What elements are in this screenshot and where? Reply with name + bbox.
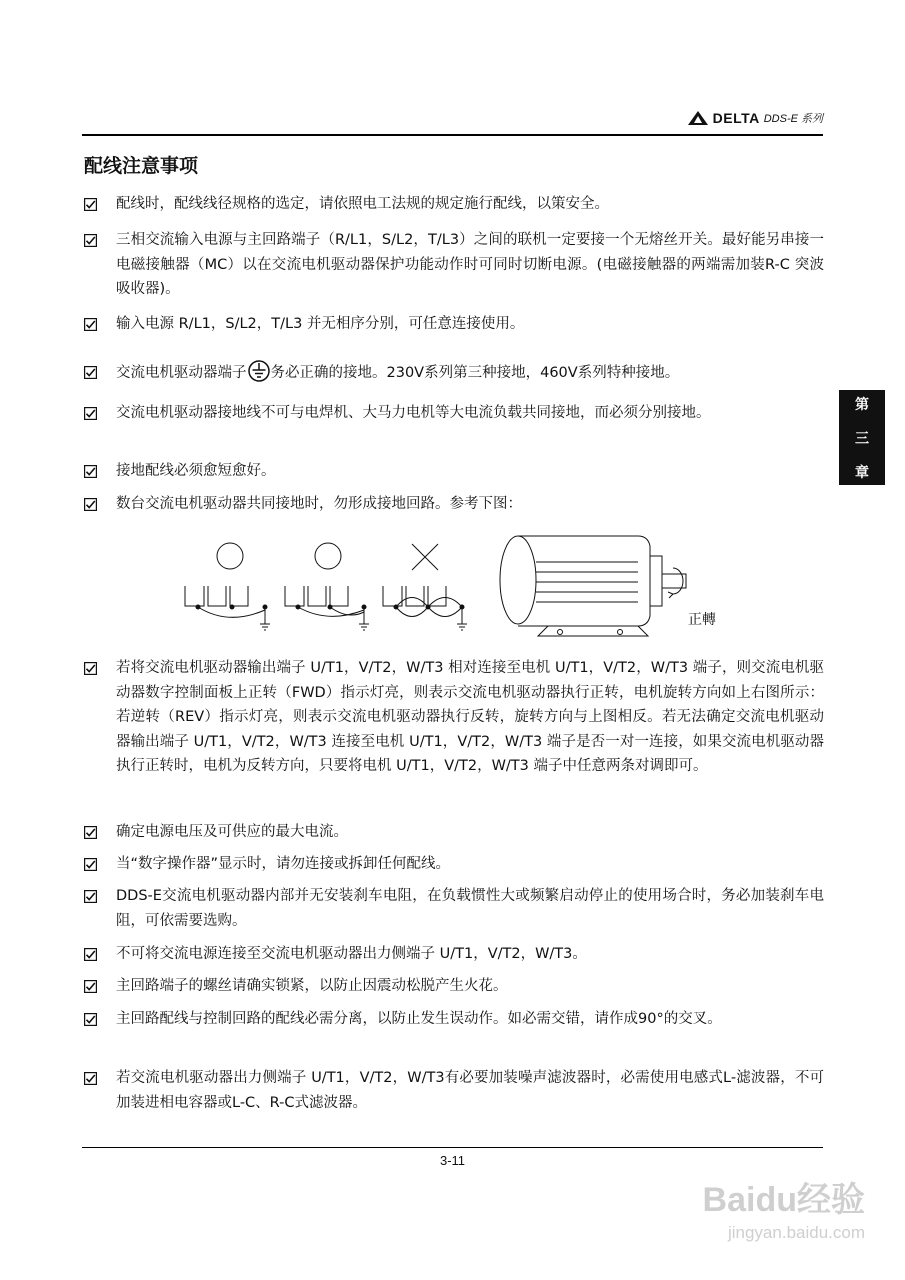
item-text: 接地配线必须愈短愈好。	[116, 463, 276, 479]
chapter-tab-char: 三	[855, 430, 869, 447]
brand-series: DDS-E 系列	[763, 113, 823, 125]
watermark	[703, 1172, 865, 1243]
watermark-url: jingyan.baidu.com	[727, 1223, 865, 1242]
list-item	[84, 401, 824, 426]
correct-mark-icon	[315, 543, 341, 569]
item-text: 不可将交流电源连接至交流电机驱动器出力侧端子 U/T1，V/T2，W/T3。	[116, 946, 587, 962]
list-item	[84, 820, 824, 845]
section-title: 配线注意事项	[84, 155, 199, 177]
checkbox-icon	[84, 852, 98, 876]
list-item	[84, 942, 824, 967]
item-text: 主回路配线与控制回路的配线必需分离，以防止发生误动作。如必需交错，请作成90°的交叉。	[116, 1011, 722, 1027]
checkbox-icon	[84, 459, 98, 483]
item-text: 确定电源电压及可供应的最大电流。	[116, 824, 348, 840]
correct-mark-icon	[217, 543, 243, 569]
footer-rule	[82, 1147, 823, 1148]
delta-logo-icon	[687, 110, 709, 126]
wrong-mark-icon	[412, 544, 438, 570]
list-item	[84, 459, 824, 484]
checkbox-icon	[84, 1007, 98, 1031]
item-text: 主回路端子的螺丝请确实锁紧，以防止因震动松脱产生火花。	[116, 978, 508, 994]
checkbox-icon	[84, 1066, 98, 1090]
checkbox-icon	[84, 192, 98, 216]
header-rule	[82, 134, 823, 136]
checkbox-icon	[84, 401, 98, 425]
checkbox-icon	[84, 974, 98, 998]
item-text: 当“数字操作器”显示时，请勿连接或拆卸任何配线。	[116, 856, 451, 872]
watermark-logo: Baidu经验	[702, 1181, 865, 1219]
grounding-diagram	[168, 528, 738, 646]
list-item	[84, 852, 824, 877]
list-item	[84, 1007, 824, 1032]
brand-name: DELTA	[712, 110, 760, 126]
ground-symbol-icon	[248, 360, 270, 391]
checkbox-icon	[84, 492, 98, 516]
list-item	[84, 1066, 824, 1115]
motor-icon	[500, 536, 686, 636]
list-item	[84, 312, 824, 337]
checkbox-icon	[84, 312, 98, 336]
chapter-tab-char: 章	[855, 464, 869, 481]
list-item	[84, 492, 824, 517]
list-item	[84, 884, 824, 933]
chapter-tab-char: 第	[855, 396, 869, 413]
checkbox-icon	[84, 942, 98, 966]
item-text: 若将交流电机驱动器输出端子 U/T1，V/T2，W/T3 相对连接至电机 U/T1，V/T2，W/T3 端子，则交流电机驱动器数字控制面板上正转（FWD）指示灯亮，则表示交流电机驱动器执行正转，电机旋转方向如上右图所示：若逆转（REV）指示灯亮，则表示交流电机驱动器执行反转，旋转方向与上图相反。若无法确定交流电机驱动器输出端子 U/T1，V/T2，W/T3 连接至电机 U/T1，V/T2，W/T3 端子是否一对一连接，如果交流电机驱动器执行正转时，电机为反转方向，只要将电机 U/T1，V/T2，W/T3 端子中任意两条对调即可。	[116, 660, 824, 774]
checkbox-icon	[84, 228, 98, 252]
list-item	[84, 656, 824, 779]
checkbox-icon	[84, 360, 98, 384]
list-item	[84, 974, 824, 999]
list-item	[84, 228, 824, 302]
item-text	[116, 360, 824, 391]
ground-text-after: 务必正确的接地。230V系列第三种接地，460V系列特种接地。	[270, 365, 680, 381]
item-text: 交流电机驱动器接地线不可与电焊机、大马力电机等大电流负载共同接地，而必须分别接地。	[116, 405, 711, 421]
item-text: 输入电源 R/L1，S/L2，T/L3 并无相序分别，可任意连接使用。	[116, 316, 525, 332]
motor-direction-label: 正轉	[688, 612, 716, 628]
item-text: 配线时，配线线径规格的选定，请依照电工法规的规定施行配线，以策安全。	[116, 196, 609, 212]
list-item	[84, 192, 824, 217]
list-item	[84, 360, 824, 391]
item-text: DDS-E交流电机驱动器内部并无安装刹车电阻，在负载惯性大或频繁启动停止的使用场合时，务必加装刹车电阻，可依需要选购。	[116, 888, 824, 929]
item-text: 数台交流电机驱动器共同接地时，勿形成接地回路。参考下图：	[116, 496, 522, 512]
item-text: 三相交流输入电源与主回路端子（R/L1，S/L2，T/L3）之间的联机一定要接一个无熔丝开关。最好能另串接一电磁接触器（MC）以在交流电机驱动器保护功能动作时可同时切断电源。(电磁接触器的两端需加装R-C 突波吸收器)。	[116, 232, 824, 297]
chapter-tab	[839, 390, 885, 485]
item-text: 若交流电机驱动器出力侧端子 U/T1，V/T2，W/T3有必要加装噪声滤波器时，必需使用电感式L-滤波器，不可加装进相电容器或L-C、R-C式滤波器。	[116, 1070, 824, 1111]
checkbox-icon	[84, 884, 98, 908]
header-brand	[687, 110, 823, 126]
page-number: 3-11	[439, 1153, 466, 1168]
checkbox-icon	[84, 656, 98, 680]
checkbox-icon	[84, 820, 98, 844]
ground-text-before: 交流电机驱动器端子	[116, 365, 247, 381]
